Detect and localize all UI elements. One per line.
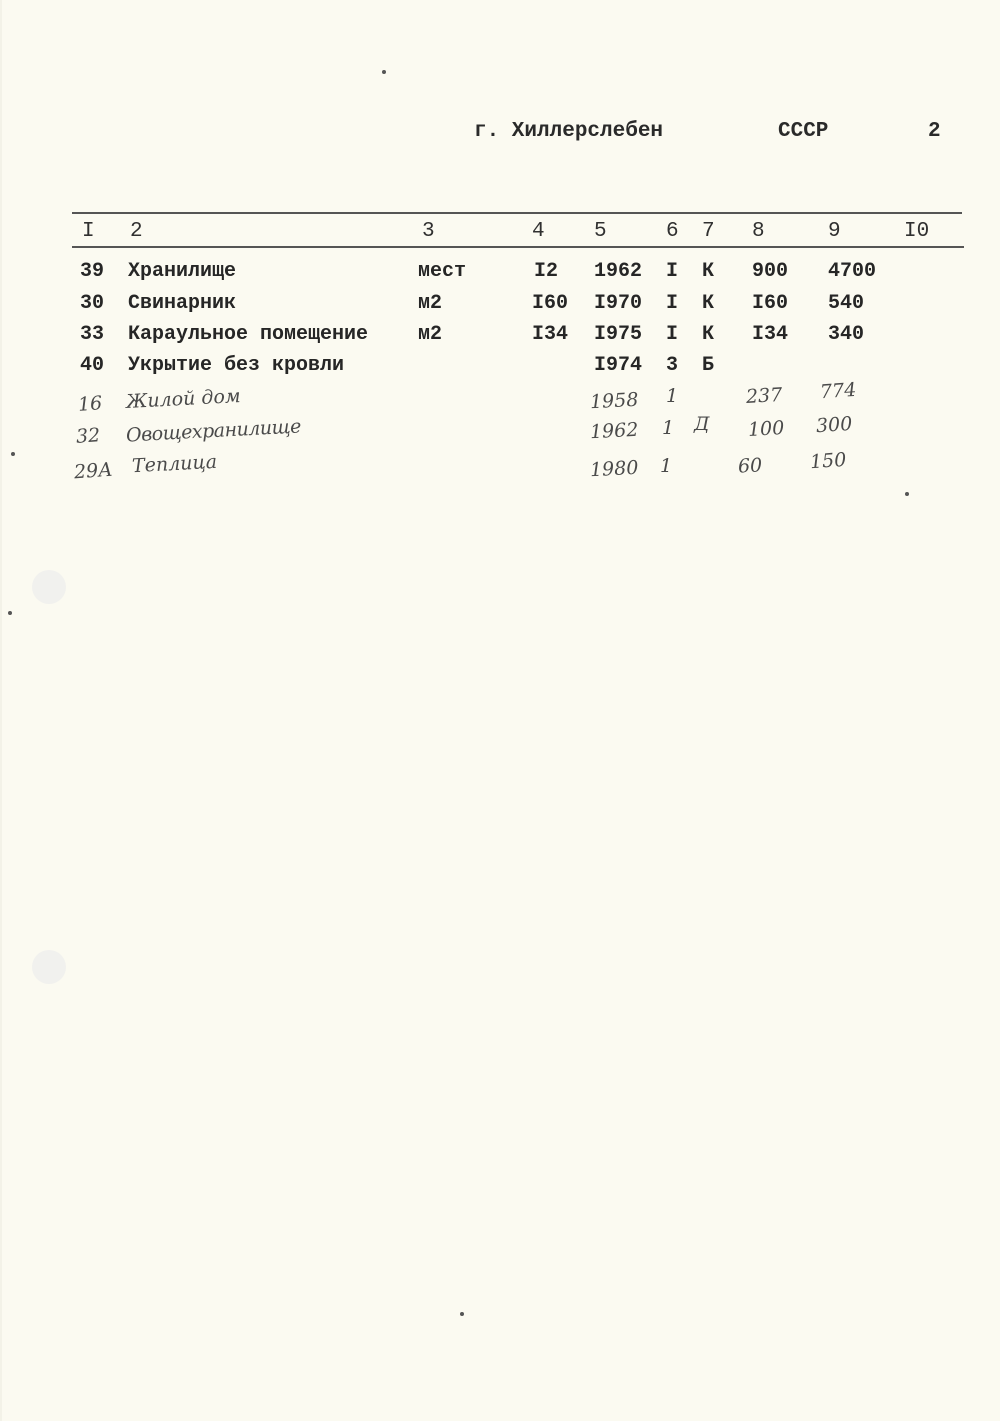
- row-col9: 540: [828, 292, 865, 315]
- column-number: 4: [532, 220, 545, 243]
- row-category: 3: [666, 354, 679, 377]
- row-col8: 100: [747, 417, 785, 441]
- row-col8: I60: [752, 292, 789, 315]
- punch-hole: [32, 570, 66, 604]
- row-name: Овощехранилище: [125, 415, 302, 447]
- row-year: I974: [594, 354, 643, 377]
- row-col8: I34: [752, 323, 789, 346]
- row-year: 1962: [589, 418, 639, 444]
- row-qty: I60: [532, 292, 569, 315]
- row-year: 1958: [589, 388, 639, 414]
- row-year: I970: [594, 292, 643, 315]
- page-number: 2: [928, 120, 941, 143]
- column-number: 3: [422, 220, 435, 243]
- row-col9: 774: [819, 378, 857, 404]
- row-name: Хранилище: [128, 260, 237, 283]
- row-unit: м2: [418, 323, 443, 346]
- row-number: 30: [80, 292, 105, 315]
- column-number: 8: [752, 220, 765, 243]
- row-col9: 150: [809, 448, 847, 474]
- row-name: Укрытие без кровли: [128, 354, 345, 377]
- column-number: I0: [904, 220, 930, 243]
- row-number: 40: [80, 354, 105, 377]
- row-qty: I34: [532, 323, 569, 346]
- column-number: 5: [594, 220, 607, 243]
- punch-hole: [32, 950, 66, 984]
- row-name: Жилой дом: [125, 385, 242, 413]
- column-number: 2: [130, 220, 143, 243]
- row-material: К: [702, 260, 715, 283]
- column-number: 6: [666, 220, 679, 243]
- row-year: 1980: [589, 456, 639, 482]
- row-material: К: [702, 292, 715, 315]
- row-col9: 340: [828, 323, 865, 346]
- row-category: I: [666, 260, 679, 283]
- row-number: 32: [75, 424, 101, 448]
- header-city: г. Хиллерслебен: [474, 120, 664, 143]
- table-header-rule: [72, 246, 964, 248]
- ink-speck: [8, 611, 12, 615]
- row-unit: м2: [418, 292, 443, 315]
- row-year: I975: [594, 323, 643, 346]
- row-category: I: [666, 292, 679, 315]
- row-material: Б: [702, 354, 715, 377]
- ink-speck: [460, 1312, 464, 1316]
- row-material: К: [702, 323, 715, 346]
- row-unit: мест: [418, 260, 467, 283]
- ink-speck: [11, 452, 15, 456]
- row-category: 1: [662, 417, 675, 439]
- row-col8: 60: [737, 454, 763, 478]
- row-col8: 237: [745, 384, 783, 408]
- row-year: 1962: [594, 260, 643, 283]
- row-number: 33: [80, 323, 105, 346]
- row-qty: I2: [534, 260, 559, 283]
- row-name: Караульное помещение: [128, 323, 369, 346]
- ink-speck: [382, 70, 386, 74]
- column-number: 9: [828, 220, 841, 243]
- row-name: Теплица: [131, 450, 218, 478]
- row-number: 39: [80, 260, 105, 283]
- row-col9: 4700: [828, 260, 877, 283]
- column-number: 7: [702, 220, 715, 243]
- header-country: СССР: [778, 120, 829, 143]
- row-category: 1: [660, 455, 673, 477]
- row-category: 1: [666, 385, 679, 407]
- row-col9: 300: [815, 412, 853, 438]
- ink-speck: [905, 492, 909, 496]
- table-top-rule: [72, 212, 962, 214]
- row-name: Свинарник: [128, 292, 237, 315]
- column-number: I: [82, 220, 95, 243]
- row-category: I: [666, 323, 679, 346]
- row-material: Д: [694, 413, 710, 435]
- row-number: 29А: [73, 458, 114, 484]
- row-number: 16: [77, 392, 103, 416]
- row-col8: 900: [752, 260, 789, 283]
